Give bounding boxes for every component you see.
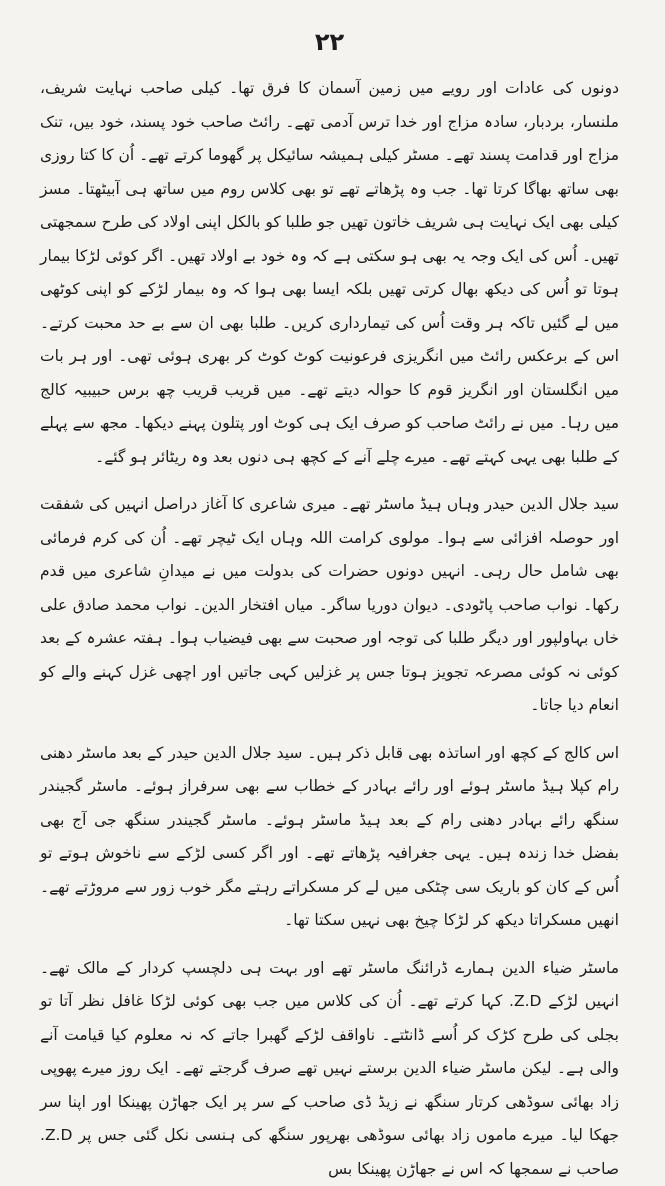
page-number: ۲۲: [40, 26, 619, 58]
paragraph-3: اس کالج کے کچھ اور اساتذہ بھی قابل ذکر ہیں۔ سید جلال الدین حیدر کے بعد ماسٹر دھنی رام کپلا ہیڈ ماسٹر ہوئے اور رائے بہادر کے خطاب سے بھی سرفراز ہوئے۔ ماسٹر گجیندر سنگھ رائے بہادر دھنی رام کے بعد ہیڈ ماسٹر ہوئے۔ ماسٹر گجیندر سنگھ جی آج بھی بفضل خدا زندہ ہیں۔ یہی جغرافیہ پڑھاتے تھے۔ اور اگر کسی لڑکے سے ناخوش ہوتے تو اُس کے کان کو باریک سی چٹکی میں لے کر مسکراتے رہتے مگر خوب زور سے مروڑتے تھے۔ انھیں مسکراتا دیکھ کر لڑکا چیخ بھی نہیں سکتا تھا۔: [40, 737, 619, 938]
paragraph-1: دونوں کی عادات اور رویے میں زمین آسمان کا فرق تھا۔ کیلی صاحب نہایت شریف، ملنسار، بردبار، سادہ مزاج اور خدا ترس آدمی تھے۔ رائٹ صاحب خود پسند، خود بیں، تنک مزاج اور قدامت پسند تھے۔ مسٹر کیلی ہمیشہ سائیکل پر گھوما کرتے تھے۔ اُن کا کتا روزی بھی ساتھ بھاگا کرتا تھا۔ جب وہ پڑھاتے تھے تو بھی کلاس روم میں ساتھ ہی آبیٹھتا۔ مسز کیلی بھی ایک نہایت ہی شریف خاتون تھیں جو طلبا کو بالکل اپنی اولاد کی طرح سمجھتی تھیں۔ اُس کی ایک وجہ یہ بھی ہو سکتی ہے کہ وہ خود بے اولاد تھیں۔ اگر کوئی لڑکا بیمار ہوتا تو اُس کی دیکھ بھال کرتی تھیں بلکہ ایسا بھی ہوا کہ وہ بیمار لڑکے کو اپنی کوٹھی میں لے گئیں تاکہ ہر وقت اُس کی تیمارداری کریں۔ طلبا بھی ان سے بے حد محبت کرتے۔ اس کے برعکس رائٹ میں انگریزی فرعونیت کوٹ کوٹ کر بھری ہوئی تھی۔ اور ہر بات میں انگلستان اور انگریز قوم کا حوالہ دیتے تھے۔ میں قریب قریب چھ برس حبیبیہ کالج میں رہا۔ میں نے رائٹ صاحب کو صرف ایک ہی کوٹ اور پتلون پہنے دیکھا۔ مجھ سے پہلے کے طلبا بھی یہی کہتے تھے۔ میرے چلے آنے کے کچھ ہی دنوں بعد وہ ریٹائر ہو گئے۔: [40, 72, 619, 474]
paragraph-4: ماسٹر ضیاء الدین ہمارے ڈرائنگ ماسٹر تھے اور بہت ہی دلچسپ کردار کے مالک تھے۔ انہیں لڑکے Z.D. کہا کرتے تھے۔ اُن کی کلاس میں جب بھی کوئی لڑکا غافل نظر آتا تو بجلی کی طرح کڑک کر اُسے ڈانٹتے۔ ناواقف لڑکے گھبرا جاتے کہ نہ معلوم کیا قیامت آنے والی ہے۔ لیکن ماسٹر ضیاء الدین برستے نہیں تھے صرف گرجتے تھے۔ ایک روز میرے پھوپی زاد بھائی سوڈھی کرتار سنگھ نے زیڈ ڈی صاحب کے سر پر ایک جھاڑن پھینکا اور اپنا سر جھکا لیا۔ میرے ماموں زاد بھائی سوڈھی بھرپور سنگھ کی ہنسی نکل گئی جس پر Z.D. صاحب نے سمجھا کہ اس نے جھاڑن پھینکا بس: [40, 952, 619, 1186]
paragraph-2: سید جلال الدین حیدر وہاں ہیڈ ماسٹر تھے۔ میری شاعری کا آغاز دراصل انہیں کی شفقت اور حوصلہ افزائی سے ہوا۔ مولوی کرامت اللہ وہاں ایک ٹیچر تھے۔ اُن کی کرم فرمائی بھی شامل حال رہی۔ انہیں دونوں حضرات کی بدولت میں نے میدانِ شاعری میں قدم رکھا۔ نواب صاحب پاٹودی۔ دیوان دوریا ساگر۔ میاں افتخار الدین۔ نواب محمد صادق علی خاں بہاولپور اور دیگر طلبا کی توجہ اور صحبت سے بھی فیضیاب ہوا۔ ہفتہ عشرہ کے بعد کوئی نہ کوئی مصرعہ تجویز ہوتا جس پر غزلیں کہی جاتیں اور اچھی غزل کہنے والے کو انعام دیا جاتا۔: [40, 488, 619, 723]
